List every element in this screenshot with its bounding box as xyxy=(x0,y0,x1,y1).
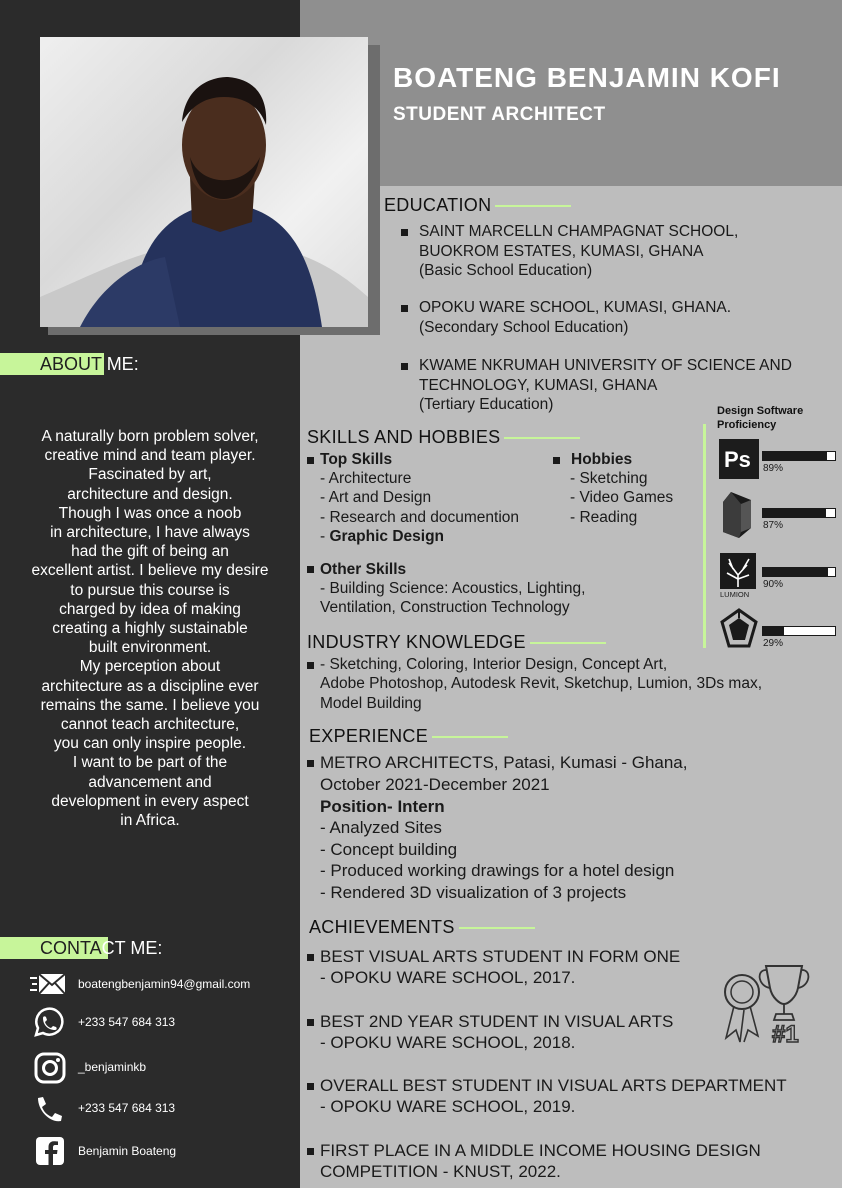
achievement-title: OVERALL BEST STUDENT IN VISUAL ARTS DEPARTMENT xyxy=(320,1076,787,1095)
profile-photo xyxy=(40,37,368,327)
other-skill-line: - Building Science: Acoustics, Lighting, xyxy=(320,580,586,597)
education-line: KWAME NKRUMAH UNIVERSITY OF SCIENCE AND xyxy=(419,357,792,374)
facebook-icon xyxy=(30,1136,70,1168)
proficiency-percent: 87% xyxy=(763,520,784,531)
top-skill-text: - xyxy=(320,527,330,545)
about-line: excellent artist. I believe my desire xyxy=(31,562,269,580)
proficiency-bar-fill xyxy=(763,509,826,517)
experience-dates: October 2021-December 2021 xyxy=(320,775,550,794)
candidate-name: BOATENG BENJAMIN KOFI xyxy=(393,62,781,93)
about-line: development in every aspect xyxy=(51,792,249,810)
about-line: built environment. xyxy=(88,639,212,657)
industry-heading: INDUSTRY KNOWLEDGE xyxy=(307,632,606,653)
proficiency-bar-fill xyxy=(763,568,828,576)
about-line: cannot teach architecture, xyxy=(60,716,240,734)
about-text xyxy=(8,427,292,830)
top-skill-text: - Art and Design xyxy=(320,489,432,507)
whatsapp-icon xyxy=(30,1007,70,1039)
contact-heading-part-a: CONTA xyxy=(40,938,102,958)
top-skill-item xyxy=(320,488,431,508)
about-heading-part-a: ABOUT xyxy=(40,354,102,374)
software-proficiency-title: Design Software Proficiency xyxy=(717,405,804,431)
about-line: Fascinated by art, xyxy=(88,466,212,484)
top-skill-bold: Graphic Design xyxy=(329,527,445,545)
achievement-detail: - OPOKU WARE SCHOOL, 2018. xyxy=(320,1033,576,1052)
email-text: boatengbenjamin94@gmail.com xyxy=(78,977,251,991)
lumion-icon xyxy=(719,553,759,599)
phone-icon xyxy=(30,1093,70,1125)
photoshop-icon xyxy=(719,439,759,479)
about-line: advancement and xyxy=(88,773,212,791)
about-line: to pursue this course is xyxy=(70,581,230,599)
about-line: Though I was once a noob xyxy=(58,504,242,522)
bullet-icon xyxy=(401,363,408,370)
education-line: OPOKU WARE SCHOOL, KUMASI, GHANA. xyxy=(419,299,732,316)
bullet-icon xyxy=(401,305,408,312)
bullet-icon xyxy=(553,457,560,464)
duty-item: - Concept building xyxy=(320,839,458,859)
industry-line: Model Building xyxy=(320,694,422,712)
proficiency-bar xyxy=(762,508,836,518)
photoshop-icon-text: Ps xyxy=(724,447,751,472)
revit-icon xyxy=(719,492,759,532)
about-line: architecture and design. xyxy=(67,485,233,503)
achievement-detail: - OPOKU WARE SCHOOL, 2019. xyxy=(320,1097,576,1116)
hobby-item: - Reading xyxy=(570,508,638,526)
education-line: (Tertiary Education) xyxy=(419,396,554,413)
heading-underline xyxy=(495,205,571,207)
about-line: architecture as a discipline ever xyxy=(41,677,259,695)
whatsapp-text: +233 547 684 313 xyxy=(78,1015,176,1029)
education-line: BUOKROM ESTATES, KUMASI, GHANA xyxy=(419,242,704,260)
proficiency-percent: 29% xyxy=(763,638,784,649)
industry-line: Adobe Photoshop, Autodesk Revit, Sketchup, Lumion, 3Ds max, xyxy=(320,675,763,693)
bullet-icon xyxy=(307,1083,314,1090)
duty-item: - Rendered 3D visualization of 3 projects xyxy=(320,882,627,902)
bullet-icon xyxy=(307,760,314,767)
proficiency-percent: 89% xyxy=(763,463,784,474)
about-line: creating a highly sustainable xyxy=(52,620,248,638)
education-line: (Basic School Education) xyxy=(419,262,593,279)
education-line: SAINT MARCELLN CHAMPAGNAT SCHOOL, xyxy=(419,223,739,240)
skills-heading: SKILLS AND HOBBIES xyxy=(307,427,580,448)
bullet-icon xyxy=(307,1148,314,1155)
about-line: A naturally born problem solver, xyxy=(41,428,259,445)
heading-underline xyxy=(459,927,535,929)
about-line: had the gift of being an xyxy=(71,543,229,561)
person-portrait-icon xyxy=(40,37,368,327)
email-icon xyxy=(30,969,70,1001)
achievements-heading: ACHIEVEMENTS xyxy=(309,917,535,938)
bullet-icon xyxy=(307,662,314,669)
top-skill-item xyxy=(320,508,519,528)
top-skill-text: - Research and documention xyxy=(320,508,520,526)
phone-text: +233 547 684 313 xyxy=(78,1101,176,1115)
sketchup-icon xyxy=(719,608,759,648)
bullet-icon xyxy=(307,1019,314,1026)
about-line: charged by idea of making xyxy=(59,600,241,618)
duty-item: - Analyzed Sites xyxy=(320,818,442,837)
contact-heading-part-b: CT ME: xyxy=(101,938,163,958)
hobby-item: - Sketching xyxy=(570,470,648,487)
about-line: in architecture, I have always xyxy=(50,524,250,542)
experience-company: METRO ARCHITECTS, Patasi, Kumasi - Ghana, xyxy=(320,753,688,772)
proficiency-percent: 90% xyxy=(763,579,784,590)
hobbies-title: Hobbies xyxy=(571,451,633,468)
achievement-title: BEST 2ND YEAR STUDENT IN VISUAL ARTS xyxy=(320,1012,674,1031)
achievement-detail: COMPETITION - KNUST, 2022. xyxy=(320,1162,561,1181)
about-line: My perception about xyxy=(79,658,221,676)
education-line: (Secondary School Education) xyxy=(419,318,629,336)
top-skills-title: Top Skills xyxy=(320,451,393,468)
proficiency-bar xyxy=(762,451,836,461)
other-skills-title: Other Skills xyxy=(320,561,407,578)
proficiency-bar xyxy=(762,626,836,636)
facebook-text: Benjamin Boateng xyxy=(78,1144,177,1158)
achievement-title: BEST VISUAL ARTS STUDENT IN FORM ONE xyxy=(320,947,681,966)
achievement-detail: - OPOKU WARE SCHOOL, 2017. xyxy=(320,968,576,987)
accent-divider xyxy=(703,424,706,648)
heading-underline xyxy=(530,642,606,644)
education-heading: EDUCATION xyxy=(384,195,571,216)
about-line: remains the same. I believe you xyxy=(40,696,260,714)
trophy-award-icon xyxy=(718,958,818,1054)
experience-heading: EXPERIENCE xyxy=(309,726,508,747)
proficiency-bar-fill xyxy=(763,452,827,460)
top-skill-item xyxy=(320,469,411,489)
heading-underline xyxy=(432,736,508,738)
heading-underline xyxy=(504,437,580,439)
achievement-title: FIRST PLACE IN A MIDDLE INCOME HOUSING DESIGN xyxy=(320,1141,761,1160)
about-line: in Africa. xyxy=(120,812,180,830)
industry-line: - Sketching, Coloring, Interior Design, Concept Art, xyxy=(320,656,668,673)
instagram-icon xyxy=(30,1052,70,1084)
about-heading xyxy=(0,353,300,375)
other-skill-line: Ventilation, Construction Technology xyxy=(320,599,570,617)
contact-heading xyxy=(0,937,300,959)
about-line: you can only inspire people. xyxy=(53,735,247,753)
education-line: TECHNOLOGY, KUMASI, GHANA xyxy=(419,376,658,394)
experience-position: Position- Intern xyxy=(320,797,445,816)
lumion-icon-text: LUMION xyxy=(720,590,750,599)
about-heading-part-b: ME: xyxy=(101,354,139,374)
top-skill-text: - Architecture xyxy=(320,470,412,487)
instagram-text: _benjaminkb xyxy=(78,1060,147,1074)
bullet-icon xyxy=(307,457,314,464)
about-line: I want to be part of the xyxy=(72,754,228,772)
candidate-role: STUDENT ARCHITECT xyxy=(393,104,606,125)
bullet-icon xyxy=(307,566,314,573)
about-line: creative mind and team player. xyxy=(44,447,256,465)
duty-item: - Produced working drawings for a hotel design xyxy=(320,861,675,880)
svg-text:#1: #1 xyxy=(772,1021,799,1048)
top-skill-item xyxy=(320,527,444,547)
bullet-icon xyxy=(401,229,408,236)
proficiency-bar xyxy=(762,567,836,577)
proficiency-bar-fill xyxy=(763,627,784,635)
hobby-item: - Video Games xyxy=(570,489,674,507)
bullet-icon xyxy=(307,954,314,961)
